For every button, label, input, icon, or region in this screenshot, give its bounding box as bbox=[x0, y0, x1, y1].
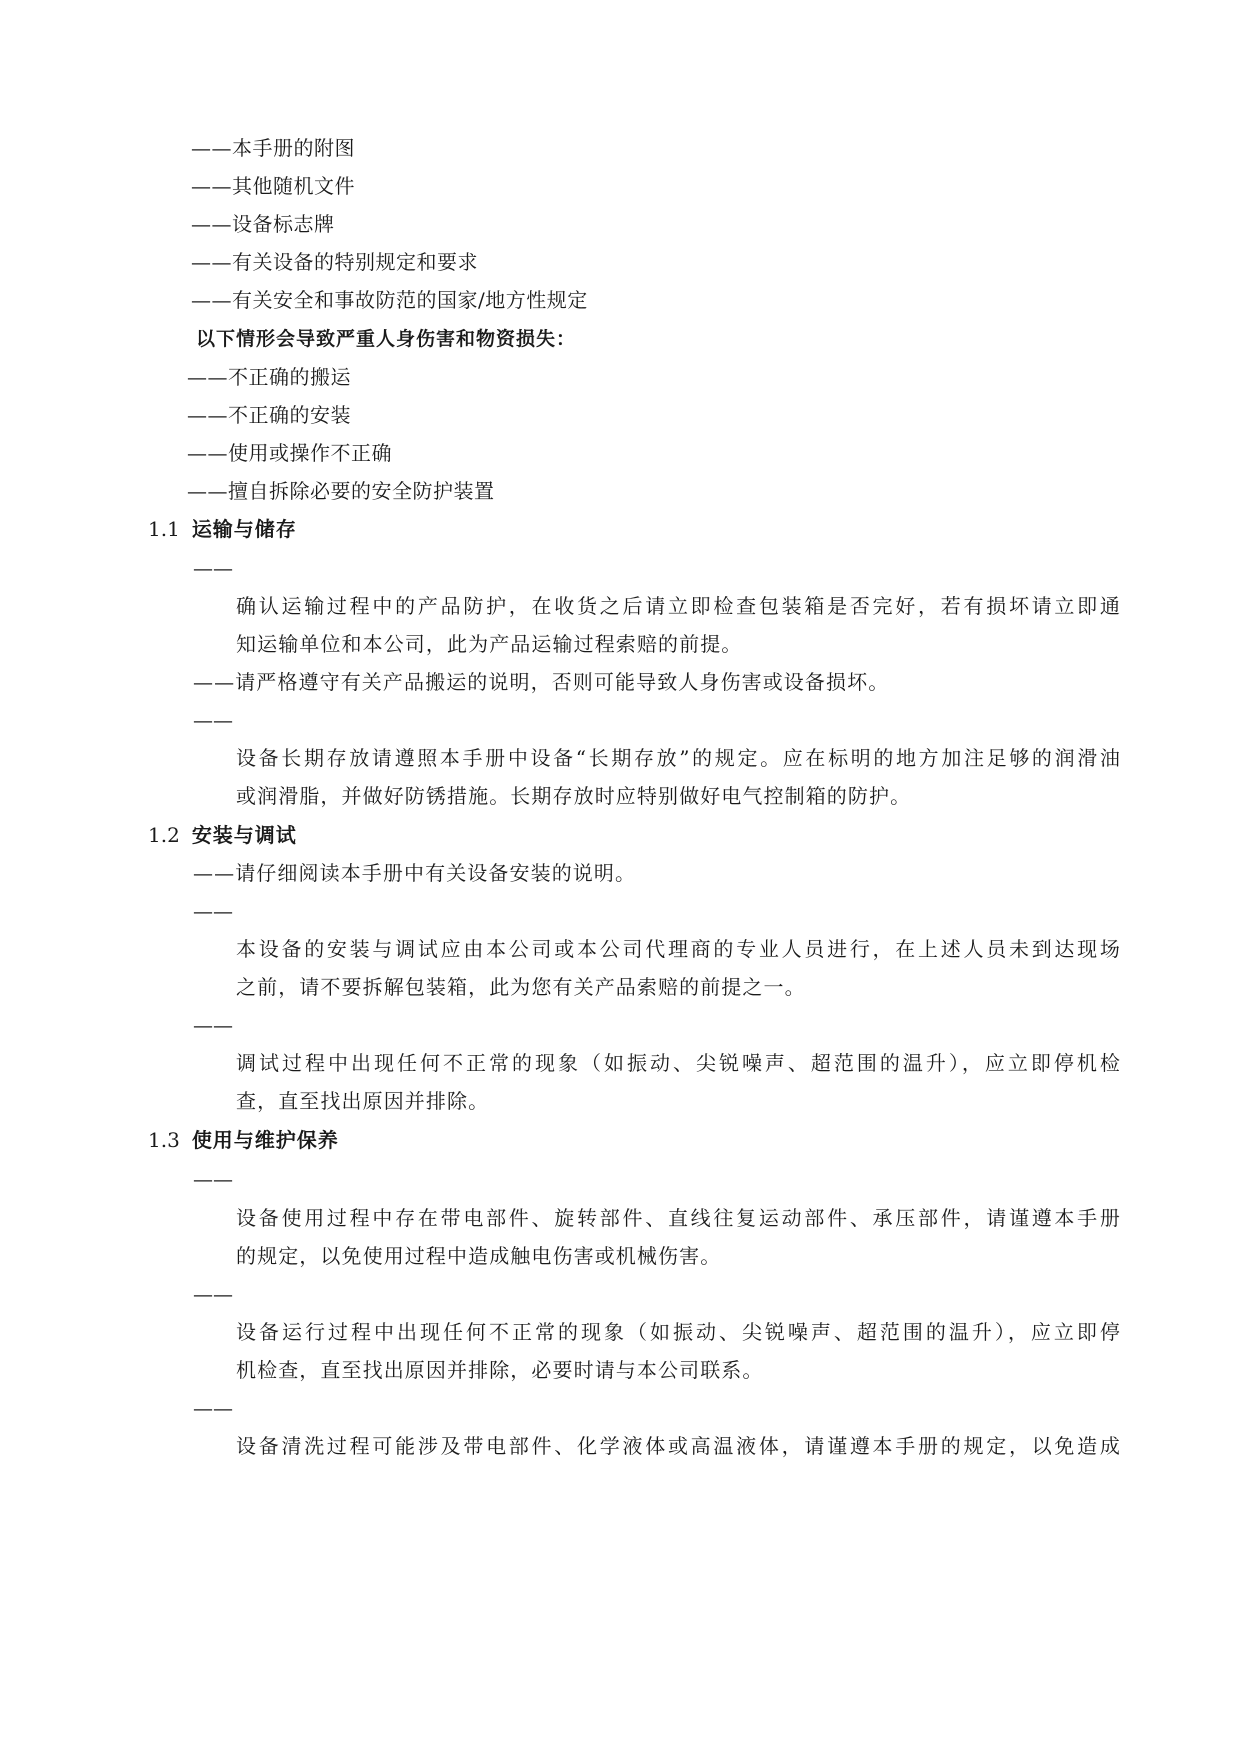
intro-list-item: ——有关设备的特别规定和要求 bbox=[191, 250, 478, 274]
intro-list-item: ——本手册的附图 bbox=[191, 136, 355, 160]
section-title: 使用与维护保养 bbox=[191, 1128, 339, 1152]
paragraph-line: 设备长期存放请遵照本手册中设备“长期存放”的规定。应在标明的地方加注足够的润滑油 bbox=[236, 746, 1121, 770]
section-title: 安装与调试 bbox=[191, 823, 297, 847]
inline-item: ——请仔细阅读本手册中有关设备安装的说明。 bbox=[193, 861, 637, 885]
paragraph-line: 之前，请不要拆解包装箱，此为您有关产品索赔的前提之一。 bbox=[236, 975, 806, 999]
paragraph-line: 设备使用过程中存在带电部件、旋转部件、直线往复运动部件、承压部件，请谨遵本手册 bbox=[236, 1206, 1121, 1230]
item-dash: —— bbox=[193, 1013, 233, 1037]
item-dash: —— bbox=[193, 1396, 233, 1420]
paragraph-line: 设备运行过程中出现任何不正常的现象（如振动、尖锐噪声、超范围的温升），应立即停 bbox=[236, 1320, 1121, 1344]
item-dash: —— bbox=[193, 899, 233, 923]
warning-heading: 以下情形会导致严重人身伤害和物资损失： bbox=[196, 328, 577, 350]
item-dash: —— bbox=[193, 1167, 233, 1191]
paragraph-line: 设备清洗过程可能涉及带电部件、化学液体或高温液体，请谨遵本手册的规定，以免造成 bbox=[236, 1434, 1121, 1458]
warning-list-item: ——擅自拆除必要的安全防护装置 bbox=[187, 479, 495, 503]
paragraph-line: 的规定，以免使用过程中造成触电伤害或机械伤害。 bbox=[236, 1244, 722, 1268]
warning-list-item: ——不正确的搬运 bbox=[187, 365, 351, 389]
paragraph-line: 调试过程中出现任何不正常的现象（如振动、尖锐噪声、超范围的温升），应立即停机检 bbox=[236, 1051, 1121, 1075]
warning-list-item: ——不正确的安装 bbox=[187, 403, 351, 427]
paragraph-line: 确认运输过程中的产品防护，在收货之后请立即检查包装箱是否完好，若有损坏请立即通 bbox=[236, 594, 1121, 618]
paragraph-line: 查，直至找出原因并排除。 bbox=[236, 1089, 490, 1113]
paragraph-line: 知运输单位和本公司，此为产品运输过程索赔的前提。 bbox=[236, 632, 743, 656]
item-dash: —— bbox=[193, 708, 233, 732]
paragraph-line: 机检查，直至找出原因并排除，必要时请与本公司联系。 bbox=[236, 1358, 764, 1382]
intro-list-item: ——有关安全和事故防范的国家/地方性规定 bbox=[191, 288, 588, 312]
section-heading-1-1 bbox=[148, 516, 297, 542]
item-dash: —— bbox=[193, 556, 233, 580]
section-heading-1-3 bbox=[148, 1127, 339, 1153]
intro-list-item: ——设备标志牌 bbox=[191, 212, 335, 236]
warning-list-item: ——使用或操作不正确 bbox=[187, 441, 392, 465]
inline-item: ——请严格遵守有关产品搬运的说明，否则可能导致人身伤害或设备损坏。 bbox=[193, 670, 890, 694]
paragraph-line: 本设备的安装与调试应由本公司或本公司代理商的专业人员进行，在上述人员未到达现场 bbox=[236, 937, 1121, 961]
section-number: 1.3 bbox=[148, 1128, 180, 1152]
section-number: 1.1 bbox=[148, 517, 180, 541]
section-title: 运输与储存 bbox=[191, 517, 297, 541]
intro-list-item: ——其他随机文件 bbox=[191, 174, 355, 198]
item-dash: —— bbox=[193, 1282, 233, 1306]
section-heading-1-2 bbox=[148, 822, 297, 848]
paragraph-line: 或润滑脂，并做好防锈措施。长期存放时应特别做好电气控制箱的防护。 bbox=[236, 784, 912, 808]
section-number: 1.2 bbox=[148, 823, 180, 847]
